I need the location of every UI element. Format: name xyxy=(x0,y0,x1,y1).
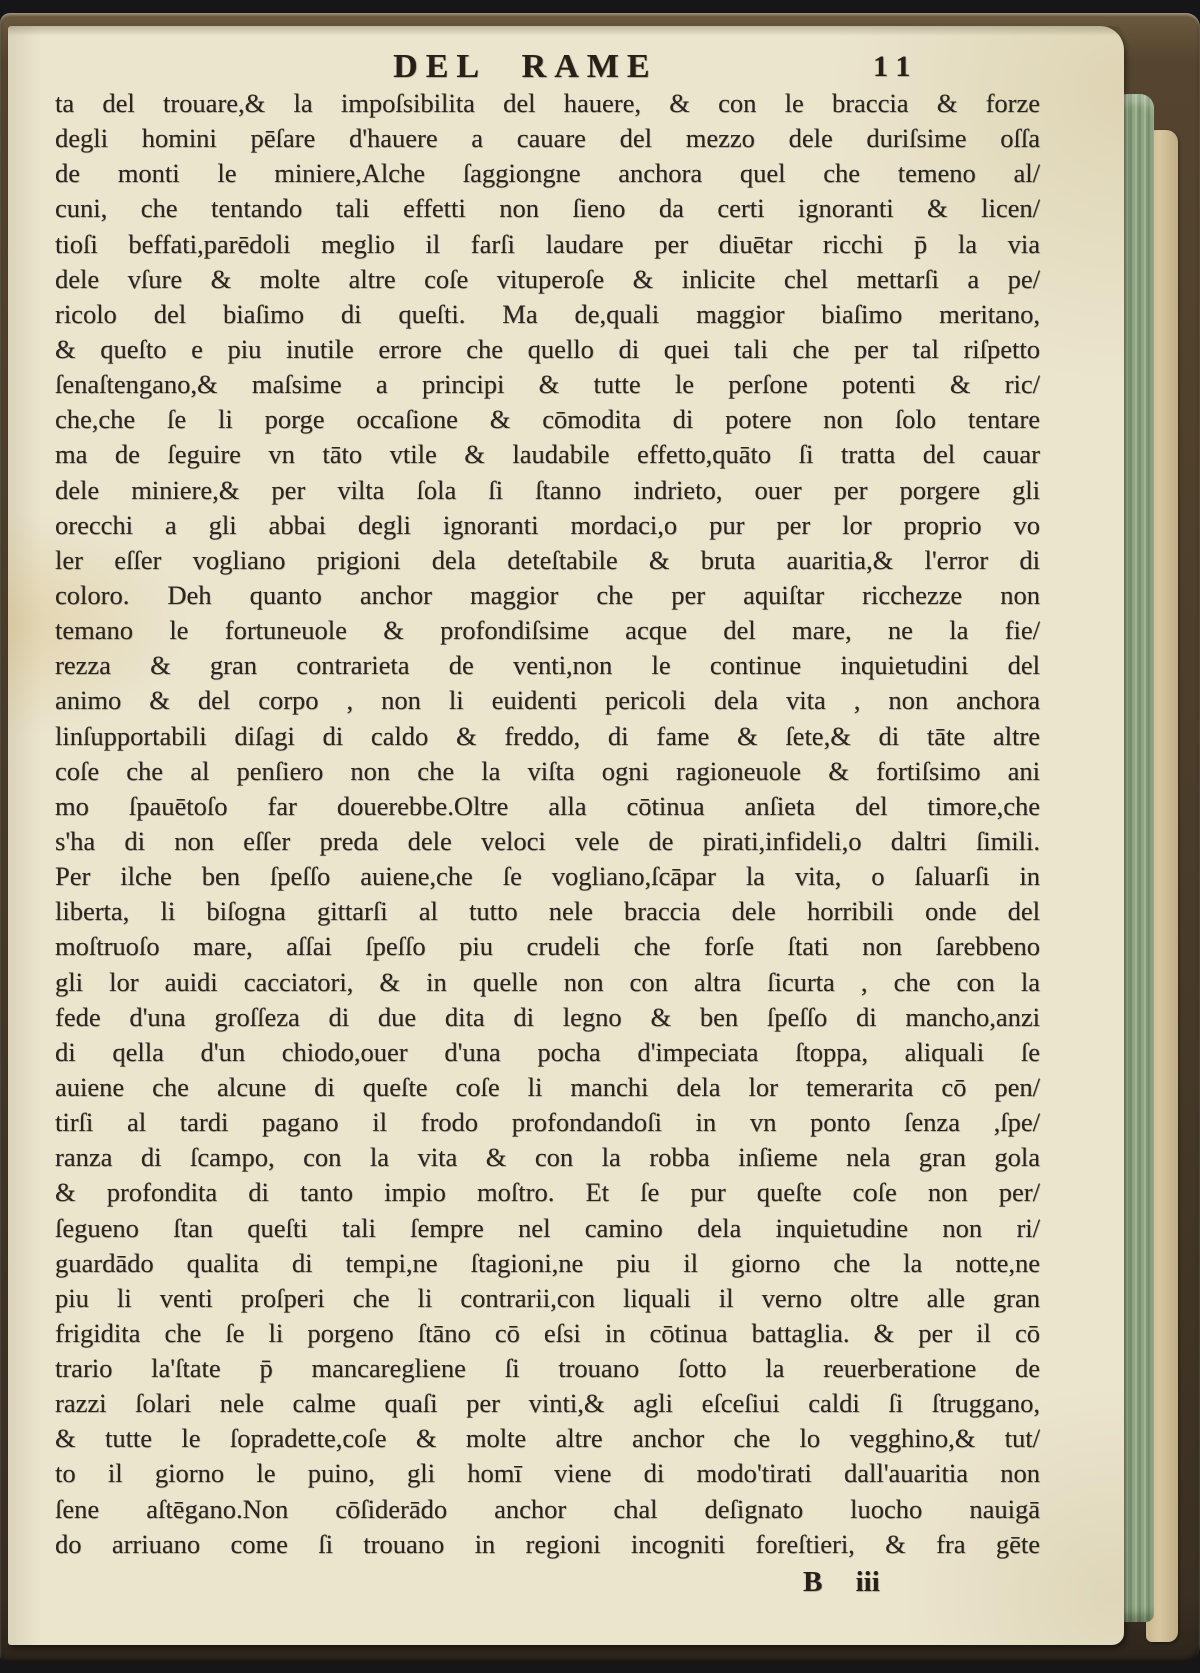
text-line: & profondita di tanto impio moſtro. Et ſe pur queſte coſe non per/ xyxy=(55,1177,1040,1208)
text-line: ricolo del biaſimo di queſti. Ma de,quali maggior biaſimo meritano, xyxy=(55,298,1040,329)
text-line: coloro. Deh quanto anchor maggior che per aquiſtar ricchezze non xyxy=(55,579,1040,610)
page-number: 11 xyxy=(873,50,920,83)
text-line: & queſto e piu inutile errore che quello di quei tali che per tal riſpetto xyxy=(55,333,1040,364)
text-line: moſtruoſo mare, aſſai ſpeſſo piu crudeli che forſe ſtati non ſarebbeno xyxy=(55,931,1040,962)
text-line: degli homini pēſare d'hauere a cauare del mezzo dele duriſsime oſſa xyxy=(55,123,1040,154)
book-page xyxy=(8,26,1124,1645)
text-line: auiene che alcune di queſte coſe li manchi dela lor temerarita cō pen/ xyxy=(55,1071,1040,1102)
text-line: liberta, li biſogna gittarſi al tutto nele braccia dele horribili onde del xyxy=(55,896,1040,927)
text-line: tirſi al tardi pagano il frodo profondandoſi in vn ponto ſenza ,ſpe/ xyxy=(55,1107,1040,1138)
text-line: trario la'ſtate p̄ mancaregliene ſi trouano ſotto la reuerberatione de xyxy=(55,1353,1040,1384)
text-line: coſe che al penſiero non che la viſta ogni ragioneuole & fortiſsimo ani xyxy=(55,755,1040,786)
page-top-shadow xyxy=(8,26,1124,36)
text-line: dele miniere,& per vilta ſola ſi ſtanno indrieto, ouer per porgere gli xyxy=(55,474,1040,505)
text-line: dele vſure & molte altre coſe vituperoſe & inlicite chel mettarſi a pe/ xyxy=(55,263,1040,294)
text-line: linſupportabili diſagi di caldo & freddo, di fame & ſete,& di tāte altre xyxy=(55,720,1040,751)
text-line: Per ilche ben ſpeſſo auiene,che ſe vogliano,ſcāpar la vita, o ſaluarſi in xyxy=(55,861,1040,892)
text-line: ta del trouare,& la impoſsibilita del hauere, & con le braccia & forze xyxy=(55,88,1040,118)
text-line: tioſi beffati,parēdoli meglio il farſi laudare per diuētar ricchi p̄ la via xyxy=(55,228,1040,259)
text-line: to il giorno le puino, gli homī viene di modo'tirati dall'auaritia non xyxy=(55,1458,1040,1489)
text-line: gli lor auidi cacciatori, & in quelle non con altra ſicurta , che con la xyxy=(55,966,1040,997)
text-line: de monti le miniere,Alche ſaggiongne anchora quel che temeno al/ xyxy=(55,158,1040,189)
text-line: di qella d'un chiodo,ouer d'una pocha d'impeciata ſtoppa, aliquali ſe xyxy=(55,1036,1040,1067)
text-line: ſenaſtengano,& maſsime a principi & tutte le perſone potenti & ric/ xyxy=(55,369,1040,400)
running-header xyxy=(55,48,1038,90)
text-line: & tutte le ſopradette,coſe & molte altre anchor che lo vegghino,& tut/ xyxy=(55,1423,1040,1454)
text-line: rezza & gran contrarieta de venti,non le continue inquietudini del xyxy=(55,650,1040,681)
signature-mark: B iii xyxy=(803,1566,880,1598)
text-line: do arriuano come ſi trouano in regioni incogniti foreſtieri, & fra gēte xyxy=(55,1528,1040,1559)
page-title: DEL RAME xyxy=(393,48,658,85)
text-line: guardādo qualita di tempi,ne ſtagioni,ne piu il giorno che la notte,ne xyxy=(55,1247,1040,1278)
text-block xyxy=(55,86,1040,1562)
text-line: razzi ſolari nele calme quaſi per vinti,& agli eſceſiui caldi ſi ſtruggano, xyxy=(55,1388,1040,1419)
text-line: piu li venti proſperi che li contrarii,con liquali il verno oltre alle gran xyxy=(55,1282,1040,1313)
text-line: ſegueno ſtan queſti tali ſempre nel camino dela inquietudine non ri/ xyxy=(55,1212,1040,1243)
text-line: cuni, che tentando tali effetti non ſieno da certi ignoranti & licen/ xyxy=(55,193,1040,224)
text-line: che,che ſe li porge occaſione & cōmodita di potere non ſolo tentare xyxy=(55,404,1040,435)
text-line: frigidita che ſe li porgeno ſtāno cō eſsi in cōtinua battaglia. & per il cō xyxy=(55,1317,1040,1348)
text-line: s'ha di non eſſer preda dele veloci vele de pirati,infideli,o daltri ſimili. xyxy=(55,825,1040,856)
text-line: mo ſpauētoſo far douerebbe.Oltre alla cōtinua anſieta del timore,che xyxy=(55,790,1040,821)
text-line: ler eſſer vogliano prigioni dela deteſtabile & bruta auaritia,& l'error di xyxy=(55,544,1040,575)
text-line: ranza di ſcampo, con la vita & con la robba inſieme nela gran gola xyxy=(55,1142,1040,1173)
text-line: ſene aſtēgano.Non cōſiderādo anchor chal deſignato luocho nauigā xyxy=(55,1493,1040,1524)
text-line: fede d'una groſſeza di due dita di legno & ben ſpeſſo di mancho,anzi xyxy=(55,1001,1040,1032)
text-line: orecchi a gli abbai degli ignoranti mordaci,o pur per lor proprio vo xyxy=(55,509,1040,540)
text-line: animo & del corpo , non li euidenti pericoli dela vita , non anchora xyxy=(55,685,1040,716)
text-line: ma de ſeguire vn tāto vtile & laudabile effetto,quāto ſi tratta del cauar xyxy=(55,439,1040,470)
text-line: temano le fortuneuole & profondiſsime acque del mare, ne la fie/ xyxy=(55,615,1040,646)
